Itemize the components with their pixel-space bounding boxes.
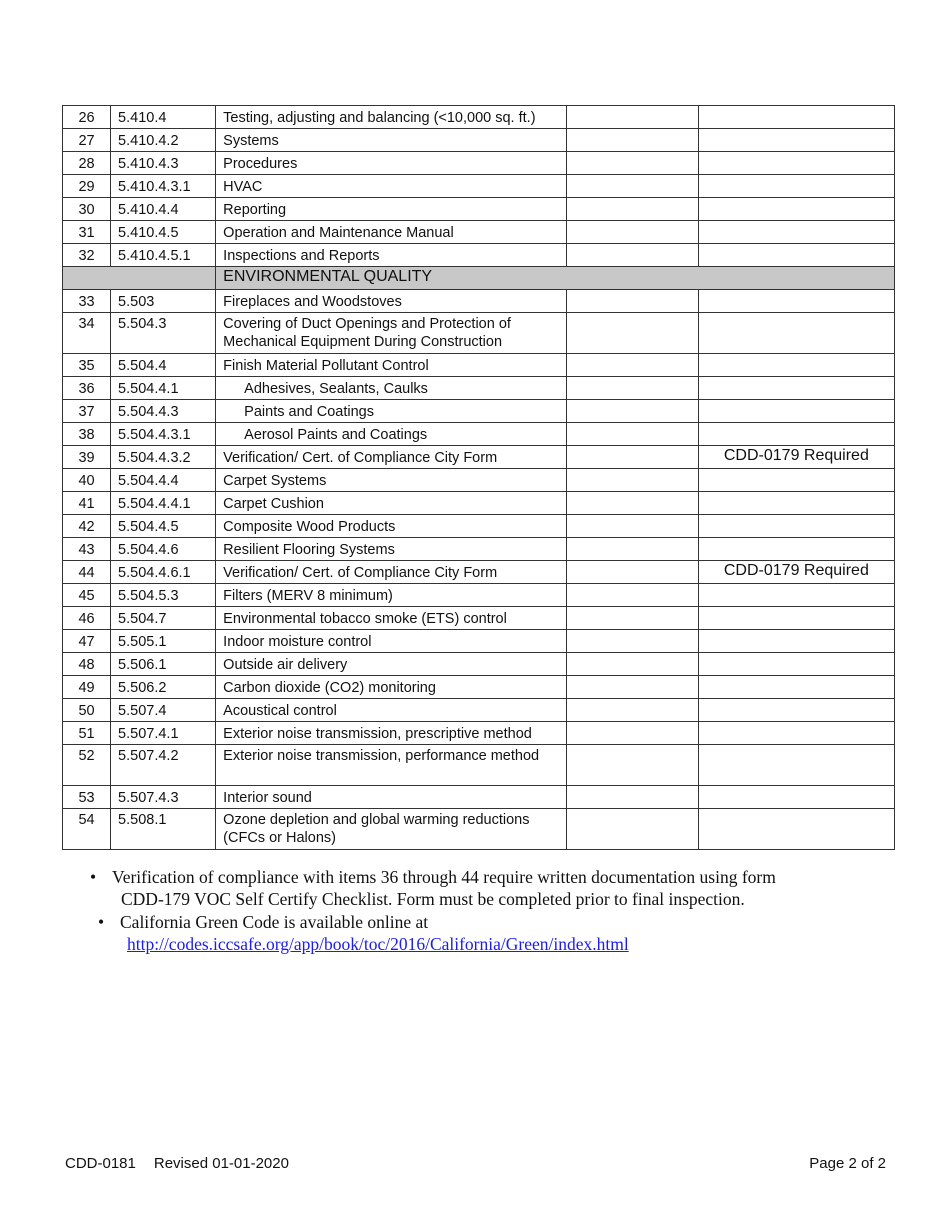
item-note — [698, 722, 894, 745]
check-cell[interactable] — [566, 607, 698, 630]
item-note — [698, 745, 894, 786]
item-number: 47 — [63, 630, 111, 653]
table-row — [63, 244, 895, 267]
section-code: 5.410.4.2 — [111, 129, 216, 152]
section-code: 5.410.4.5 — [111, 221, 216, 244]
item-description: Carbon dioxide (CO2) monitoring — [216, 676, 566, 699]
table-row — [63, 538, 895, 561]
item-note: CDD-0179 Required — [698, 446, 894, 469]
section-code: 5.504.3 — [111, 313, 216, 354]
item-description: HVAC — [216, 175, 566, 198]
item-description: Indoor moisture control — [216, 630, 566, 653]
table-row — [63, 106, 895, 129]
item-description: Verification/ Cert. of Compliance City Form — [216, 446, 566, 469]
item-note — [698, 221, 894, 244]
table-row — [63, 584, 895, 607]
check-cell[interactable] — [566, 221, 698, 244]
section-code: 5.410.4 — [111, 106, 216, 129]
section-header: ENVIRONMENTAL QUALITY — [216, 267, 895, 290]
item-description: Resilient Flooring Systems — [216, 538, 566, 561]
item-number: 29 — [63, 175, 111, 198]
check-cell[interactable] — [566, 244, 698, 267]
item-note — [698, 676, 894, 699]
item-description: Procedures — [216, 152, 566, 175]
table-row — [63, 400, 895, 423]
section-code: 5.504.4.6 — [111, 538, 216, 561]
section-code: 5.507.4.1 — [111, 722, 216, 745]
item-note — [698, 492, 894, 515]
item-note — [698, 377, 894, 400]
item-note — [698, 538, 894, 561]
item-note — [698, 354, 894, 377]
table-row — [63, 607, 895, 630]
check-cell[interactable] — [566, 809, 698, 850]
note-text: California Green Code is available online at — [120, 912, 429, 932]
item-number: 46 — [63, 607, 111, 630]
item-description: Carpet Systems — [216, 469, 566, 492]
bullet: • — [90, 867, 97, 887]
check-cell[interactable] — [566, 106, 698, 129]
check-cell[interactable] — [566, 676, 698, 699]
item-description: Testing, adjusting and balancing (<10,000 sq. ft.) — [216, 106, 566, 129]
table-row — [63, 515, 895, 538]
item-note — [698, 290, 894, 313]
table-row — [63, 446, 895, 469]
note-item — [90, 866, 850, 910]
table-row — [63, 676, 895, 699]
section-code: 5.504.4.1 — [111, 377, 216, 400]
item-number: 42 — [63, 515, 111, 538]
table-row — [63, 152, 895, 175]
table-row — [63, 175, 895, 198]
green-code-link[interactable]: http://codes.iccsafe.org/app/book/toc/2016/California/Green/index.html — [127, 934, 629, 954]
check-cell[interactable] — [566, 400, 698, 423]
item-note — [698, 699, 894, 722]
item-number: 32 — [63, 244, 111, 267]
check-cell[interactable] — [566, 129, 698, 152]
item-number: 43 — [63, 538, 111, 561]
check-cell[interactable] — [566, 584, 698, 607]
section-code: 5.508.1 — [111, 809, 216, 850]
section-code: 5.506.1 — [111, 653, 216, 676]
item-note — [698, 809, 894, 850]
check-cell[interactable] — [566, 561, 698, 584]
item-number: 44 — [63, 561, 111, 584]
item-number: 30 — [63, 198, 111, 221]
table-row — [63, 809, 895, 850]
section-code: 5.410.4.3 — [111, 152, 216, 175]
item-number: 33 — [63, 290, 111, 313]
section-code: 5.504.4 — [111, 354, 216, 377]
item-note — [698, 515, 894, 538]
item-number: 28 — [63, 152, 111, 175]
item-note — [698, 129, 894, 152]
check-cell[interactable] — [566, 290, 698, 313]
item-number: 40 — [63, 469, 111, 492]
item-note — [698, 469, 894, 492]
item-number: 48 — [63, 653, 111, 676]
item-number: 49 — [63, 676, 111, 699]
table-row — [63, 469, 895, 492]
item-description: Verification/ Cert. of Compliance City Form — [216, 561, 566, 584]
item-description: Finish Material Pollutant Control — [216, 354, 566, 377]
check-cell[interactable] — [566, 630, 698, 653]
section-code: 5.504.4.4 — [111, 469, 216, 492]
table-row — [63, 699, 895, 722]
check-cell[interactable] — [566, 198, 698, 221]
item-description: Filters (MERV 8 minimum) — [216, 584, 566, 607]
page-number: Page 2 of 2 — [809, 1155, 886, 1172]
section-code: 5.505.1 — [111, 630, 216, 653]
table-row — [63, 722, 895, 745]
item-number: 53 — [63, 786, 111, 809]
item-note — [698, 786, 894, 809]
note-text-continued: CDD-179 VOC Self Certify Checklist. Form must be completed prior to final inspection. — [121, 889, 745, 909]
table-row — [63, 630, 895, 653]
table-row — [63, 221, 895, 244]
section-code: 5.504.4.6.1 — [111, 561, 216, 584]
section-code: 5.507.4.3 — [111, 786, 216, 809]
item-description: Exterior noise transmission, prescriptive method — [216, 722, 566, 745]
item-description: Inspections and Reports — [216, 244, 566, 267]
item-note — [698, 106, 894, 129]
table-row — [63, 653, 895, 676]
item-description: Composite Wood Products — [216, 515, 566, 538]
item-note — [698, 244, 894, 267]
check-cell[interactable] — [566, 492, 698, 515]
item-description: Operation and Maintenance Manual — [216, 221, 566, 244]
section-code: 5.507.4.2 — [111, 745, 216, 786]
item-note — [698, 175, 894, 198]
item-description: Outside air delivery — [216, 653, 566, 676]
item-note — [698, 653, 894, 676]
check-cell[interactable] — [566, 786, 698, 809]
section-code: 5.507.4 — [111, 699, 216, 722]
item-number: 31 — [63, 221, 111, 244]
item-description: Exterior noise transmission, performance method — [216, 745, 566, 786]
bullet: • — [98, 912, 105, 932]
section-header-row — [63, 267, 895, 290]
item-note — [698, 152, 894, 175]
checklist-body — [63, 106, 895, 850]
check-cell[interactable] — [566, 699, 698, 722]
table-row — [63, 198, 895, 221]
table-row — [63, 745, 895, 786]
check-cell[interactable] — [566, 354, 698, 377]
item-number: 38 — [63, 423, 111, 446]
section-code: 5.410.4.4 — [111, 198, 216, 221]
item-description: Paints and Coatings — [216, 400, 566, 423]
section-code: 5.504.4.4.1 — [111, 492, 216, 515]
item-note — [698, 630, 894, 653]
check-cell[interactable] — [566, 313, 698, 354]
section-code: 5.410.4.3.1 — [111, 175, 216, 198]
table-row — [63, 423, 895, 446]
item-note — [698, 198, 894, 221]
checklist-table — [62, 105, 895, 850]
note-item — [98, 911, 850, 955]
item-description: Acoustical control — [216, 699, 566, 722]
item-description: Interior sound — [216, 786, 566, 809]
check-cell[interactable] — [566, 175, 698, 198]
item-description: Fireplaces and Woodstoves — [216, 290, 566, 313]
table-row — [63, 492, 895, 515]
check-cell[interactable] — [566, 538, 698, 561]
section-code: 5.504.4.3 — [111, 400, 216, 423]
item-number: 41 — [63, 492, 111, 515]
section-code: 5.504.4.3.1 — [111, 423, 216, 446]
footer-form-info — [65, 1155, 289, 1172]
check-cell[interactable] — [566, 722, 698, 745]
check-cell[interactable] — [566, 469, 698, 492]
item-number: 45 — [63, 584, 111, 607]
item-number: 27 — [63, 129, 111, 152]
item-description: Adhesives, Sealants, Caulks — [216, 377, 566, 400]
item-note — [698, 584, 894, 607]
item-number: 50 — [63, 699, 111, 722]
section-code: 5.504.4.3.2 — [111, 446, 216, 469]
item-number: 37 — [63, 400, 111, 423]
item-number: 51 — [63, 722, 111, 745]
item-description: Systems — [216, 129, 566, 152]
item-note — [698, 423, 894, 446]
item-note — [698, 607, 894, 630]
table-row — [63, 561, 895, 584]
item-description: Ozone depletion and global warming reductions (CFCs or Halons) — [216, 809, 566, 850]
check-cell[interactable] — [566, 653, 698, 676]
form-id: CDD-0181 — [65, 1155, 136, 1172]
section-code: 5.504.4.5 — [111, 515, 216, 538]
item-number: 34 — [63, 313, 111, 354]
check-cell[interactable] — [566, 515, 698, 538]
item-description: Reporting — [216, 198, 566, 221]
item-note: CDD-0179 Required — [698, 561, 894, 584]
note-text: Verification of compliance with items 36 through 44 require written documentation using form — [112, 867, 776, 887]
check-cell[interactable] — [566, 745, 698, 786]
table-row — [63, 354, 895, 377]
table-row — [63, 290, 895, 313]
item-number: 36 — [63, 377, 111, 400]
check-cell[interactable] — [566, 377, 698, 400]
check-cell[interactable] — [566, 423, 698, 446]
item-number: 26 — [63, 106, 111, 129]
item-number: 35 — [63, 354, 111, 377]
item-description: Environmental tobacco smoke (ETS) control — [216, 607, 566, 630]
item-description: Aerosol Paints and Coatings — [216, 423, 566, 446]
table-row — [63, 377, 895, 400]
section-code: 5.503 — [111, 290, 216, 313]
header-spacer — [63, 267, 216, 290]
check-cell[interactable] — [566, 446, 698, 469]
item-description: Covering of Duct Openings and Protection of Mechanical Equipment During Construction — [216, 313, 566, 354]
revision-date: Revised 01-01-2020 — [153, 1155, 289, 1172]
table-row — [63, 129, 895, 152]
table-row — [63, 313, 895, 354]
section-code: 5.410.4.5.1 — [111, 244, 216, 267]
section-code: 5.504.7 — [111, 607, 216, 630]
item-number: 52 — [63, 745, 111, 786]
item-description: Carpet Cushion — [216, 492, 566, 515]
item-note — [698, 400, 894, 423]
section-code: 5.506.2 — [111, 676, 216, 699]
table-row — [63, 786, 895, 809]
notes-section — [90, 866, 850, 956]
item-note — [698, 313, 894, 354]
item-number: 54 — [63, 809, 111, 850]
check-cell[interactable] — [566, 152, 698, 175]
section-code: 5.504.5.3 — [111, 584, 216, 607]
item-number: 39 — [63, 446, 111, 469]
